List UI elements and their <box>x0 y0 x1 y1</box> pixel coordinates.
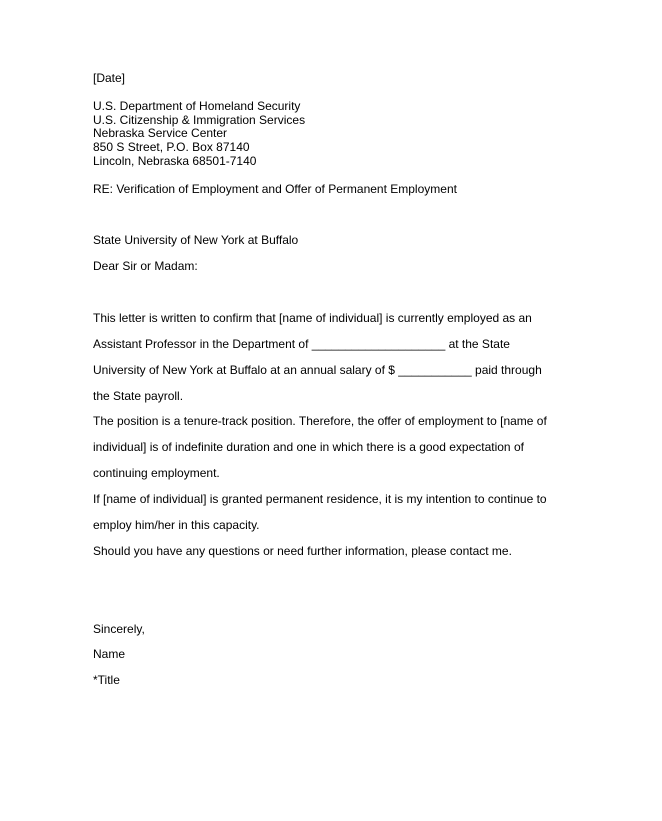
body-line-10: Should you have any questions or need further information, please contact me. <box>93 544 512 558</box>
recipient-line-3: Nebraska Service Center <box>93 126 228 140</box>
body-line-2: Assistant Professor in the Department of ____________________ at the State <box>93 337 510 351</box>
closing: Sincerely, <box>93 622 145 636</box>
signer-title: *Title <box>93 673 120 687</box>
body-line-7: continuing employment. <box>93 466 220 480</box>
body-line-6: individual] is of indefinite duration and one in which there is a good expectation of <box>93 440 524 454</box>
recipient-line-1: U.S. Department of Homeland Security <box>93 99 301 113</box>
body-line-3: University of New York at Buffalo at an annual salary of $ ___________ paid through <box>93 363 542 377</box>
recipient-line-5: Lincoln, Nebraska 68501-7140 <box>93 154 257 168</box>
body-line-1: This letter is written to confirm that [name of individual] is currently employed as an <box>93 311 532 325</box>
body-line-4: the State payroll. <box>93 389 184 403</box>
institution-line: State University of New York at Buffalo <box>93 233 299 247</box>
salutation: Dear Sir or Madam: <box>93 259 198 273</box>
body-line-8: If [name of individual] is granted permanent residence, it is my intention to continue to <box>93 492 547 506</box>
date-line: [Date] <box>93 71 126 85</box>
subject-line: RE: Verification of Employment and Offer of Permanent Employment <box>93 182 457 196</box>
signer-name: Name <box>93 647 126 661</box>
body-line-5: The position is a tenure-track position. Therefore, the offer of employment to [name of <box>93 414 547 428</box>
body-line-9: employ him/her in this capacity. <box>93 518 260 532</box>
recipient-line-4: 850 S Street, P.O. Box 87140 <box>93 140 250 154</box>
recipient-line-2: U.S. Citizenship & Immigration Services <box>93 113 306 127</box>
